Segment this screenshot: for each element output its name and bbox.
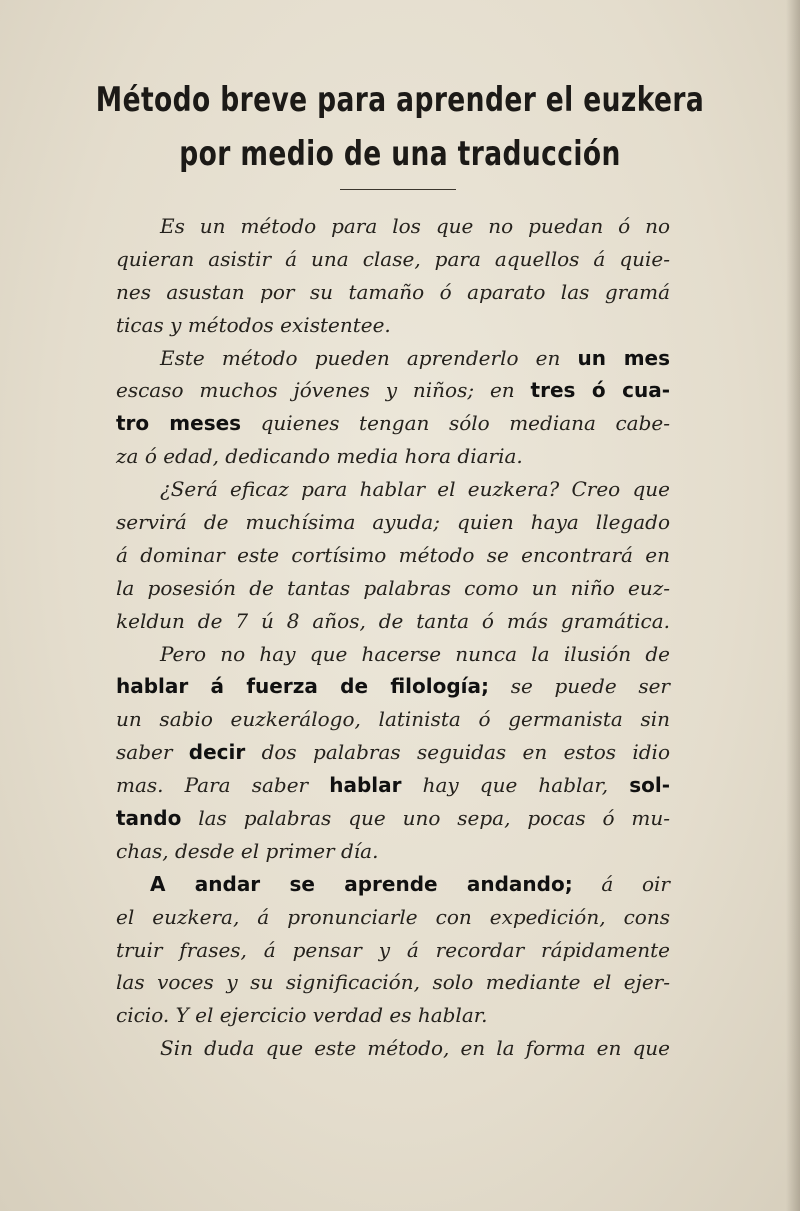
bold-phrase: tando <box>116 806 182 831</box>
title-divider <box>340 189 456 190</box>
text-line: Sin duda que este método, en la forma en que <box>160 1036 670 1061</box>
text-line: tando las palabras que uno sepa, pocas ó mu- <box>116 806 670 831</box>
text-line: hablar á fuerza de filología; se puede ser <box>116 674 670 699</box>
page-edge-shadow <box>786 0 800 1211</box>
bold-phrase: hablar <box>329 773 402 798</box>
text-line: truir frases, á pensar y á recordar rápidamente <box>116 937 670 962</box>
text-line: Pero no hay que hacerse nunca la ilusión de <box>160 641 670 666</box>
text-line: mas. Para saber hablar hay que hablar, sol- <box>116 773 671 798</box>
text-line: quieran asistir á una clase, para aquellos á quie- <box>116 246 670 271</box>
text-line: A andar se aprende andando; á oir <box>150 871 670 896</box>
text-line: keldun de 7 ú 8 años, de tanta ó más gramática. <box>116 608 670 633</box>
text-line: servirá de muchísima ayuda; quien haya llegado <box>116 510 670 535</box>
text-line: cicio. Y el ejercicio verdad es hablar. <box>116 1003 488 1028</box>
text-line: escaso muchos jóvenes y niños; en tres ó cua- <box>116 378 670 403</box>
text-line: Este método pueden aprenderlo en un mes <box>160 345 670 370</box>
text-line: za ó edad, dedicando media hora diaria. <box>116 444 523 469</box>
text-line: Es un método para los que no puedan ó no <box>160 214 670 238</box>
text-line: nes asustan por su tamaño ó aparato las gramá <box>116 279 670 304</box>
text-line: saber decir dos palabras seguidas en estos idio <box>116 740 670 765</box>
page-title-line-1: Método breve para aprender el euzkera <box>95 80 705 120</box>
bold-phrase: un mes <box>577 345 670 370</box>
text-line: á dominar este cortísimo método se encontrará en <box>116 542 670 567</box>
bold-phrase: sol- <box>629 773 671 798</box>
page-title-line-2: por medio de una traducción <box>179 134 621 174</box>
text-line: un sabio euzkerálogo, latinista ó germanista sin <box>116 707 670 732</box>
bold-phrase: tres ó cua- <box>530 378 670 403</box>
text-line: tro meses quienes tengan sólo mediana cabe- <box>116 411 671 436</box>
bold-phrase: A andar se aprende andando; <box>150 871 573 896</box>
text-line: ¿Será eficaz para hablar el euzkera? Creo que <box>160 477 670 502</box>
bold-phrase: hablar á fuerza de filología; <box>116 674 490 699</box>
bold-phrase: tro meses <box>116 411 242 436</box>
text-line: la posesión de tantas palabras como un niño euz- <box>116 575 670 600</box>
text-line: ticas y métodos existentee. <box>116 312 391 337</box>
text-line: las voces y su significación, solo mediante el ejer- <box>116 970 670 995</box>
text-line: chas, desde el primer día. <box>116 838 379 863</box>
body-text <box>116 210 670 1065</box>
text-line: el euzkera, á pronunciarle con expedición, cons <box>116 904 670 929</box>
bold-phrase: decir <box>188 740 246 765</box>
